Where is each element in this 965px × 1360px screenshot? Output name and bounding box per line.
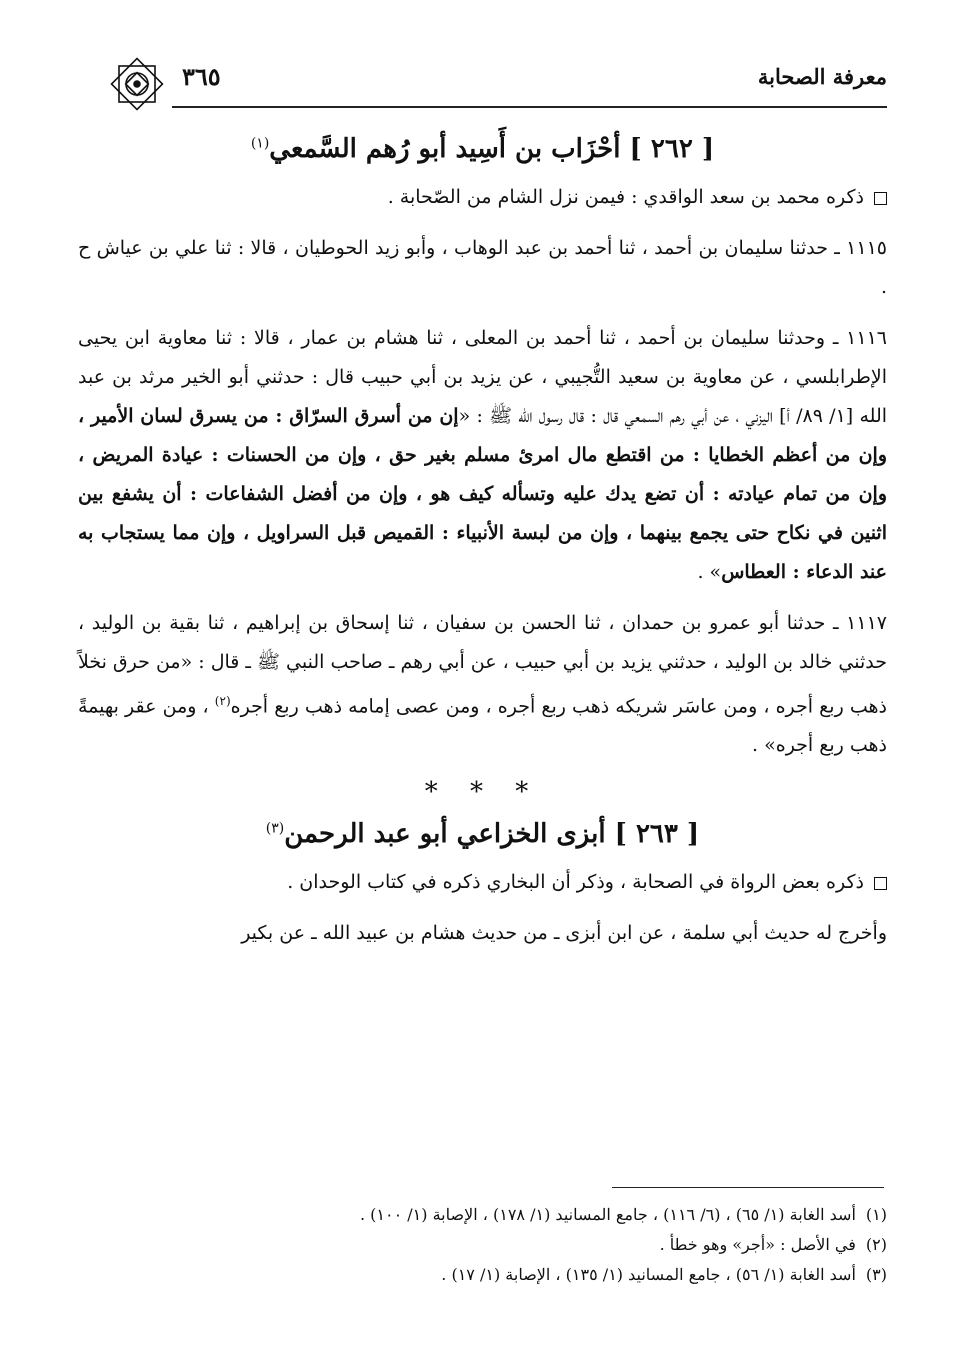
main-text xyxy=(78,126,887,965)
running-header xyxy=(108,56,887,112)
footnotes xyxy=(220,1200,887,1290)
footnote-ref: (٢) xyxy=(214,694,231,708)
footnote-item: (٢) في الأصل : «أجر» وهو خطأ . xyxy=(659,1235,887,1254)
source-note: ذكره محمد بن سعد الواقدي : فيمن نزل الشام من الصّحابة . xyxy=(78,178,887,217)
hadith-matn: إن من أسرق السرّاق : من يسرق لسان الأمير ، وإن من أعظم الخطايا : من اقتطع مال امرئ مسلم بغير حق ، وإن من الحسنات : عيادة المريض ، وإن من تمام عيادته : أن تضع يدك عليه وتسأله كيف هو ، وإن من أفضل الشفاعات : أن يشفع بين اثنين في نكاح حتى يجمع بينهما ، وإن من لبسة الأنبياء : القميص قبل السراويل ، وإن مما يستجاب به عند الدعاء : العطاس xyxy=(78,405,887,583)
footnote-ref: (٣) xyxy=(265,820,285,837)
entry-heading-263: [ ٢٦٣ ] أبزى الخزاعي أبو عبد الرحمن$^{(٣)}$ xyxy=(265,819,700,850)
hadith-1117: ١١١٧ ـ حدثنا أبو عمرو بن حمدان ، ثنا الحسن بن سفيان ، ثنا إسحاق بن إبراهيم ، ثنا بقية بن الوليد ، حدثني خالد بن الوليد ، حدثني يزيد بن أبي حبيب ، عن أبي رهم ـ صاحب النبي ﷺ ـ قال : «من حرق نخلاً ذهب ربع أجره ، ومن عاسَر شريكه ذهب ربع أجره ، ومن عصى إمامه ذهب ربع أجره$^{(٢)}$ ، ومن عقر بهيمةً ذهب ربع أجره» . xyxy=(78,612,887,757)
square-bullet-icon xyxy=(874,192,887,205)
source-note: ذكره بعض الرواة في الصحابة ، وذكر أن البخاري ذكره في كتاب الوحدان . xyxy=(78,863,887,902)
continuation-text: وأخرج له حديث أبي سلمة ، عن ابن أبزى ـ من حديث هشام بن عبيد الله ـ عن بكير xyxy=(241,922,887,945)
footnote-ref: (١) xyxy=(250,135,270,152)
hadith-1116: ١١١٦ ـ وحدثنا سليمان بن أحمد ، ثنا أحمد بن المعلى ، ثنا هشام بن عمار ، قالا : ثنا معاوية ابن يحيى الإطرابلسي ، عن معاوية بن سعيد التُّجيبي ، عن يزيد بن أبي حبيب قال : حدثني أبو الخير مرثد بن عبد الله [١/ ٨٩/ أ] اليزني ، عن أبي رهم السمعي قال : قال رسول الله ﷺ : «إن من أسرق السرّاق : من يسرق لسان الأمير ، وإن من أعظم الخطايا : من اقتطع مال امرئ مسلم بغير حق ، وإن من الحسنات : عيادة المريض ، وإن من تمام عيادته : أن تضع يدك عليه وتسأله كيف هو ، وإن من أفضل الشفاعات : أن يشفع بين اثنين في نكاح حتى يجمع بينهما ، وإن من لبسة الأنبياء : القميص قبل السراويل ، وإن مما يستجاب به عند الدعاء : العطاس» . xyxy=(78,327,888,583)
header-rule xyxy=(172,106,887,108)
running-title: معرفة الصحابة xyxy=(757,64,887,89)
hadith-1115: ١١١٥ ـ حدثنا سليمان بن أحمد ، ثنا أحمد بن عبد الوهاب ، وأبو زيد الحوطيان ، قالا : ثنا علي بن عياش ح . xyxy=(78,237,887,298)
entry-heading-262: [ ٢٦٢ ] أحْزَاب بن أَسِيد أبو رُهم السَّمعي$^{(١)}$ xyxy=(250,134,715,164)
footnote-item: (١) أسد الغابة (١/ ٦٥) ، (٦/ ١١٦) ، جامع المسانيد (١/ ١٧٨) ، الإصابة (١/ ١٠٠) . xyxy=(359,1205,887,1224)
octagram-ornament-icon xyxy=(108,56,166,112)
page-number: ٣٦٥ xyxy=(182,62,221,91)
footnote-rule xyxy=(612,1187,884,1188)
section-separator: * * * xyxy=(424,777,541,808)
footnote-item: (٣) أسد الغابة (١/ ٥٦) ، جامع المسانيد (١/ ١٣٥) ، الإصابة (١/ ١٧) . xyxy=(441,1265,887,1284)
square-bullet-icon xyxy=(874,877,887,890)
